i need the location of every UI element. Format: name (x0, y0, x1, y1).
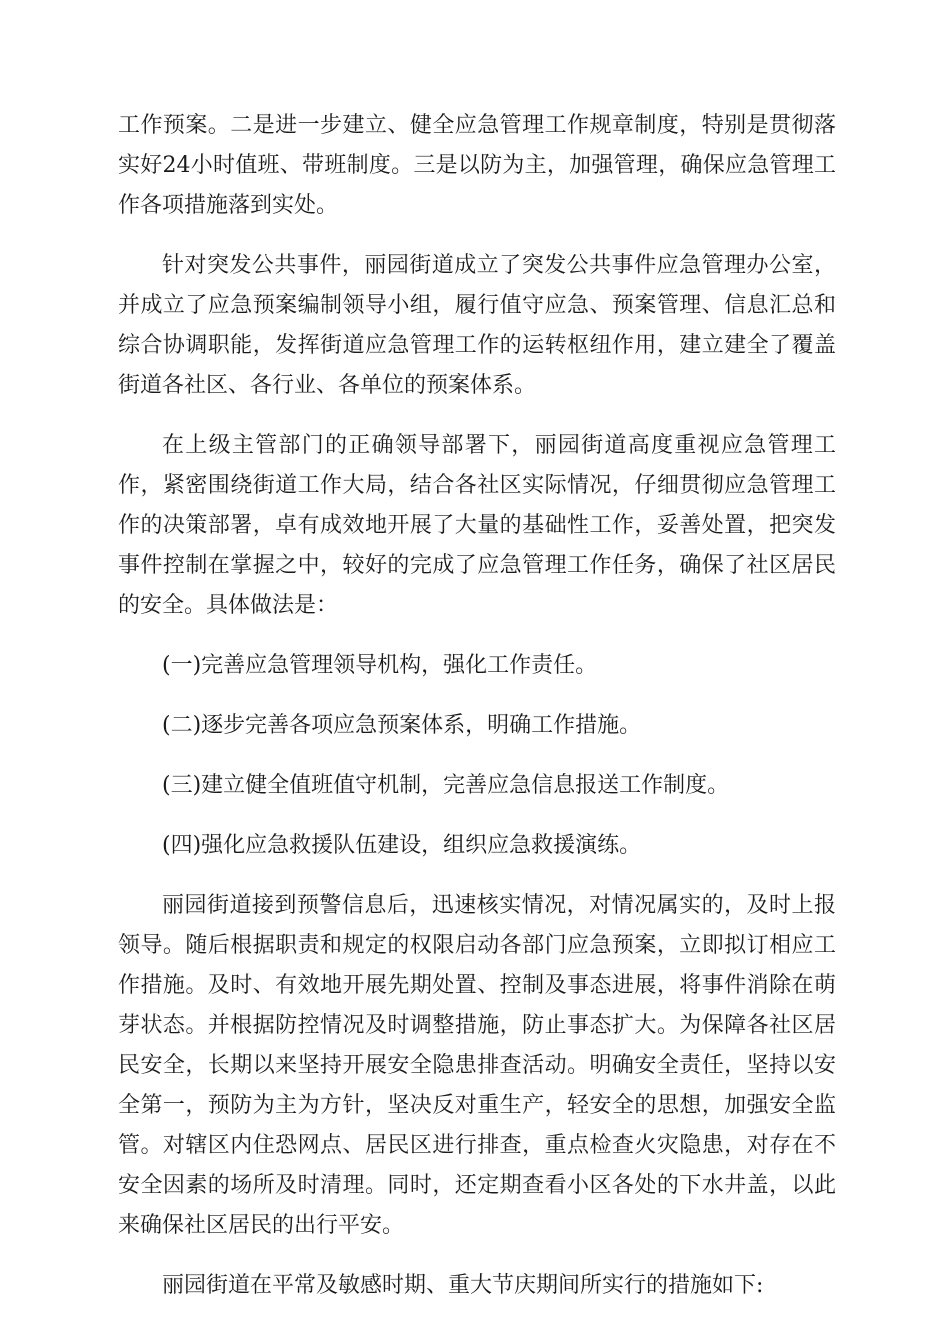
paragraph-measures-intro: 丽园街道在平常及敏感时期、重大节庆期间所实行的措施如下: (162, 1273, 764, 1298)
paragraph-warning-response: 丽园街道接到预警信息后，迅速核实情况，对情况属实的，及时上报领导。随后根据职责和规定的权限启动各部门应急预案，立即拟订相应工作措施。及时、有效地开展先期处置、控制及事态进展，将事件消除在萌芽状态。并根据防控情况及时调整措施，防止事态扩大。为保障各社区居民安全，长期以来坚持开展安全隐患排查活动。明确安全责任，坚持以安全第一，预防为主为方针，坚决反对重生产，轻安全的思想，加强安全监管。对辖区内住恐网点、居民区进行排查，重点检查火灾隐患，对存在不安全因素的场所及时清理。同时，还定期查看小区各处的下水井盖，以此来确保社区居民的出行平安。 (118, 893, 836, 1238)
paragraph-continuation: 工作预案。二是进一步建立、健全应急管理工作规章制度，特别是贯彻落实好24小时值班、带班制度。三是以防为主，加强管理，确保应急管理工作各项措施落到实处。 (118, 113, 836, 218)
list-item-2: (二)逐步完善各项应急预案体系，明确工作措施。 (162, 713, 642, 738)
document-body (118, 106, 836, 1326)
paragraph-emergency-office: 针对突发公共事件，丽园街道成立了突发公共事件应急管理办公室，并成立了应急预案编制领导小组，履行值守应急、预案管理、信息汇总和综合协调职能，发挥街道应急管理工作的运转枢纽作用，建立建全了覆盖街道各社区、各行业、各单位的预案体系。 (118, 253, 836, 398)
list-item-3: (三)建立健全值班值守机制，完善应急信息报送工作制度。 (162, 773, 730, 798)
list-item-1: (一)完善应急管理领导机构，强化工作责任。 (162, 653, 598, 678)
paragraph-leadership-deployment: 在上级主管部门的正确领导部署下，丽园街道高度重视应急管理工作，紧密围绕街道工作大局，结合各社区实际情况，仔细贯彻应急管理工作的决策部署，卓有成效地开展了大量的基础性工作，妥善处置，把突发事件控制在掌握之中，较好的完成了应急管理工作任务，确保了社区居民的安全。具体做法是： (118, 433, 836, 618)
list-item-4: (四)强化应急救援队伍建设，组织应急救援演练。 (162, 833, 642, 858)
